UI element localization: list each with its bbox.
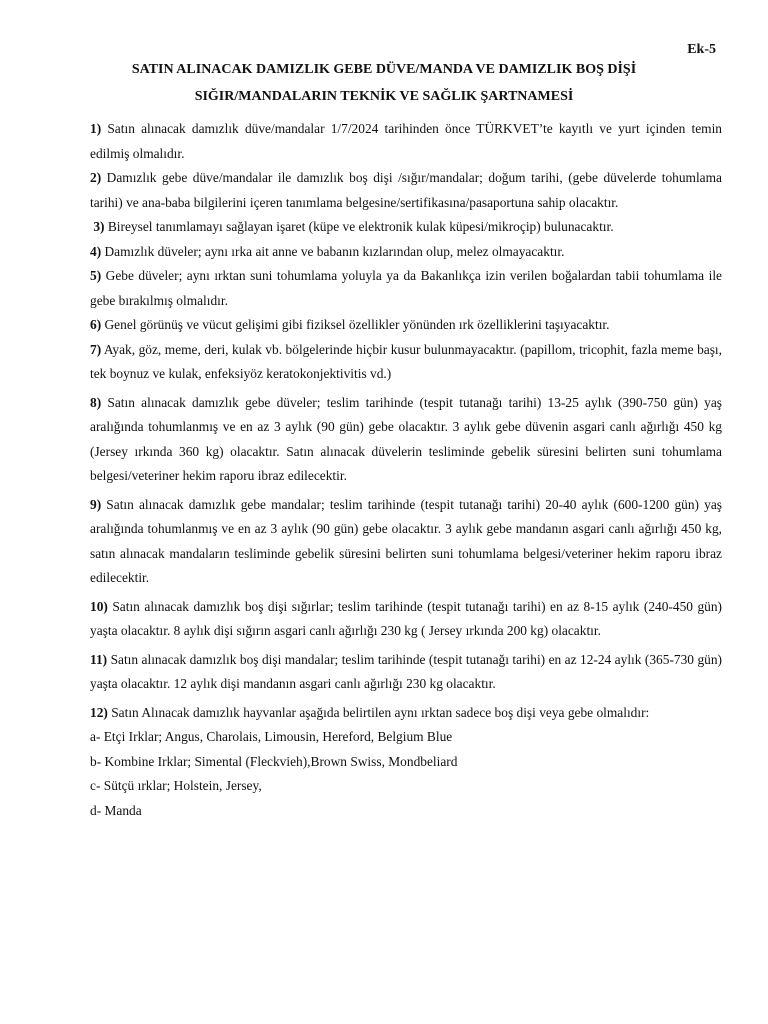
spec-item-number: 6) (90, 317, 102, 332)
spec-item-text: Satın alınacak damızlık gebe düveler; teslim tarihinde (tespit tutanağı tarihi) 13-25 aylık (390-750 gün) yaş aralığında tohumlanmış ve en az 3 aylık (90 gün) gebe olacaktır. 3 aylık gebe düvenin asgari canlı ağırlığı 450 kg (Jersey ırkında 360 kg) olacaktır. Satın alınacak düvelerin tesliminde gebelik süresini belirten suni tohumlama belgesi/veteriner hekim raporu ibraz edilecektir. (90, 394, 722, 483)
spec-item-10 (90, 595, 722, 644)
spec-item-number: 11) (90, 651, 108, 667)
spec-item-text: Satın alınacak damızlık gebe mandalar; teslim tarihinde (tespit tutanağı tarihi) 20-40 aylık (600-1200 gün) yaş aralığında tohumlanmış ve en az 3 aylık (90 gün) gebe olacaktır. 3 aylık gebe mandanın asgari canlı ağırlığı 450 kg, satın alınacak mandaların tesliminde gebelik süresini belirten suni tohumlama belgesi/veteriner hekim raporu ibraz edilecektir. (90, 496, 722, 585)
spec-item-text: Damızlık gebe düve/mandalar ile damızlık boş dişi /sığır/mandalar; doğum tarihi, (gebe düvelerde tohumlama tarihi) ve ana-baba bilgilerini içeren tanımlama belgesine/sertifikasına/pasaportuna sahip olacaktır. (90, 170, 722, 210)
spec-item-number: 8) (90, 394, 102, 410)
spec-item-number: 1) (90, 121, 102, 136)
document-title-line-2: SIĞIR/MANDALARIN TEKNİK VE SAĞLIK ŞARTNAMESİ (194, 89, 574, 104)
spec-item-text: Ayak, göz, meme, deri, kulak vb. bölgelerinde hiçbir kusur bulunmayacaktır. (papillom, tricophit, fazla meme başı, tek boynuz ve kulak, enfeksiyöz keratokonjektivitis vd.) (90, 341, 722, 381)
breed-list-item-b: b- Kombine Irklar; Simental (Fleckvieh),Brown Swiss, Mondbeliard (90, 753, 458, 769)
spec-item-number: 4) (90, 243, 102, 259)
spec-item-7 (90, 338, 722, 387)
specification-body (90, 117, 722, 823)
spec-item-6 (90, 313, 722, 338)
spec-item-text: Satın alınacak damızlık boş dişi mandalar; teslim tarihinde (tespit tutanağı tarihi) en az 12-24 aylık (365-730 gün) yaşta olacaktır. 12 aylık dişi mandanın asgari canlı ağırlığı 230 kg olacaktır. (90, 651, 722, 691)
spec-item-text: Bireysel tanımlamayı sağlayan işaret (küpe ve elektronik kulak küpesi/mikroçip) bulunacaktır. (104, 219, 614, 234)
spec-item-12 (90, 701, 722, 726)
spec-item-number: 9) (90, 496, 102, 512)
spec-item-number: 5) (90, 268, 102, 283)
spec-item-number: 12) (90, 704, 108, 720)
spec-item-1 (90, 117, 722, 166)
annex-label: Ek-5 (687, 42, 716, 57)
breed-list-item-c: c- Sütçü ırklar; Holstein, Jersey, (90, 778, 262, 793)
spec-item-number: 7) (90, 341, 102, 357)
spec-item-5 (90, 264, 722, 313)
spec-item-text: Satın alınacak damızlık boş dişi sığırlar; teslim tarihinde (tespit tutanağı tarihi) en az 8-15 aylık (240-450 gün) yaşta olacaktır. 8 aylık dişi sığırın asgari canlı ağırlığı 230 kg ( Jersey ırkında 200 kg) olacaktır. (90, 598, 722, 638)
breed-list-item-a: a- Etçi Irklar; Angus, Charolais, Limousin, Hereford, Belgium Blue (90, 729, 453, 744)
spec-item-text: Gebe düveler; aynı ırktan suni tohumlama yoluyla ya da Bakanlıkça izin verilen boğalardan tabii tohumlama ile gebe bırakılmış olmalıdır. (90, 268, 722, 308)
spec-item-text: Satın alınacak damızlık düve/mandalar 1/7/2024 tarihinden önce TÜRKVET’te kayıtlı ve yurt içinden temin edilmiş olmalıdır. (90, 121, 722, 161)
spec-item-11 (90, 648, 722, 697)
spec-item-text: Satın Alınacak damızlık hayvanlar aşağıda belirtilen aynı ırktan sadece boş dişi veya gebe olmalıdır: (107, 704, 650, 720)
spec-item-3 (90, 215, 722, 240)
breed-list-item-d: d- Manda (90, 802, 142, 818)
document-title-line-1: SATIN ALINACAK DAMIZLIK GEBE DÜVE/MANDA VE DAMIZLIK BOŞ DİŞİ (131, 62, 637, 77)
spec-item-4 (90, 240, 722, 265)
spec-item-number: 2) (90, 170, 102, 185)
spec-item-number: 3) (93, 219, 105, 234)
spec-item-number: 10) (90, 598, 108, 614)
spec-item-text: Damızlık düveler; aynı ırka ait anne ve babanın kızlarından olup, melez olmayacaktır. (101, 243, 565, 259)
spec-item-8 (90, 391, 722, 489)
spec-item-2 (90, 166, 722, 215)
spec-item-9 (90, 493, 722, 591)
spec-item-text: Genel görünüş ve vücut gelişimi gibi fiziksel özellikler yönünden ırk özelliklerini taşıyacaktır. (101, 317, 610, 332)
